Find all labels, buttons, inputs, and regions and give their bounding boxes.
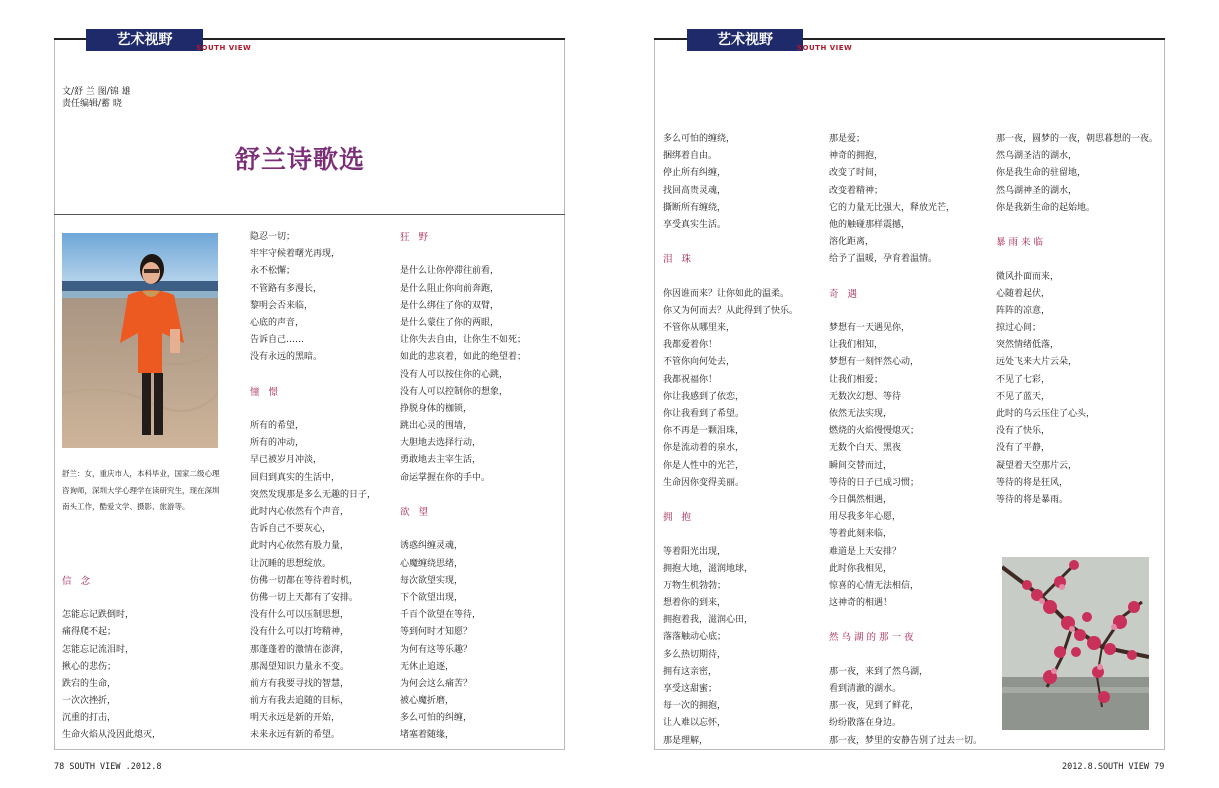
poem-line: 享受这甜蜜； — [663, 684, 718, 694]
poem-line: 微风扑面而来， — [996, 271, 1060, 282]
poem-title: 欲 望 — [400, 507, 432, 518]
poem-line: 掠过心间； — [996, 323, 1042, 334]
line-spacer — [62, 521, 161, 538]
poem-title: 泪 珠 — [663, 254, 695, 266]
poem-line: 一次次挫折， — [62, 696, 117, 707]
poem-line: 如此的悲哀着，如此的绝望着； — [400, 352, 527, 363]
poem-line: 想着你的到来， — [663, 598, 727, 609]
poem-line: 此时内心依然有股力量， — [250, 541, 350, 552]
poem-line: 那蓬蓬着的激情在澎湃， — [250, 644, 350, 655]
poem-line: 你是人性中的光芒， — [663, 460, 745, 471]
poem-line: 那一夜，见到了鲜花， — [829, 701, 920, 712]
poem-line: 无休止追逐， — [400, 661, 455, 672]
poem-line: 是什么绑住了你的双臂， — [400, 300, 500, 311]
poem-line: 勇敢地去主宰生活， — [400, 455, 482, 466]
credits — [62, 86, 131, 110]
poem-line: 诱惑纠缠灵魂， — [400, 541, 464, 552]
poem-line: 梦想有一刻怦然心动， — [829, 357, 920, 368]
poem-line: 多么可怕的纠缠， — [400, 713, 473, 724]
poem-line: 让人难以忘怀， — [663, 718, 727, 729]
section-tab-right: 艺术视野 — [687, 29, 803, 51]
poem-title: 暴雨来临 — [996, 237, 1047, 249]
title-divider — [54, 214, 565, 215]
poem-title: 憧 憬 — [250, 386, 282, 398]
poem-line: 梦想有一天遇见你， — [829, 323, 911, 334]
poem-line: 你因谁而来？让你如此的温柔。 — [663, 288, 790, 299]
poem-line: 不见了蓝天， — [996, 391, 1051, 402]
poem-line: 阵阵的凉意， — [996, 305, 1051, 316]
poem-line: 你是我新生命的起始地。 — [996, 202, 1096, 213]
poem-line: 不管你向何处去， — [663, 357, 736, 368]
line-spacer — [62, 384, 161, 401]
poem-line: 那渴望知识力量永不变。 — [250, 661, 350, 672]
footer-right: 2012.8.SOUTH VIEW 79 — [1062, 762, 1165, 772]
poem-line: 是什么蒙住了你的两眼， — [400, 317, 500, 328]
line-spacer — [829, 269, 982, 286]
poem-line: 我都爱着你！ — [663, 340, 718, 351]
poem-line: 这神奇的相遇！ — [829, 598, 893, 609]
poem-line: 看到清澈的湖水。 — [829, 684, 902, 694]
poem-line: 用尽我多年心愿， — [829, 512, 902, 523]
poem-line: 拥有这亲密， — [663, 666, 718, 677]
poem-line: 命运掌握在你的手中。 — [400, 472, 491, 483]
poem-line: 每一次的拥抱， — [663, 701, 727, 712]
poem-line: 隐忍一切； — [250, 232, 296, 242]
poem-line: 你是流动着的泉水， — [663, 443, 745, 454]
poem-line: 每次欲望实现， — [400, 575, 464, 586]
poem-line: 牢牢守候着曙光再现， — [250, 249, 341, 260]
poem-line: 等到何时才知愿？ — [400, 627, 473, 638]
line-spacer — [62, 435, 161, 452]
poem-line: 那是爱； — [829, 134, 866, 144]
poem-line: 仿佛一切都在等待着时机， — [250, 575, 359, 586]
line-spacer — [62, 538, 161, 555]
poem-line: 没有什么可以压制思想， — [250, 610, 350, 621]
poem-line: 此时内心依然有个声音， — [250, 507, 350, 517]
poem-line: 没有了快乐， — [996, 426, 1051, 437]
line-spacer — [62, 556, 161, 573]
poem-line: 你是我生命的驻留地， — [996, 168, 1087, 179]
line-spacer — [829, 303, 982, 320]
poem-line: 生命火焰从没因此熄灭， — [62, 730, 162, 741]
line-spacer — [400, 521, 526, 538]
poem-line: 你不再是一颗泪珠， — [663, 426, 745, 437]
poem-line: 让我们相爱； — [829, 374, 884, 385]
poem-line: 溶化距离， — [829, 237, 875, 248]
poem-line: 早已被岁月冲淡， — [250, 455, 323, 466]
poem-column — [663, 131, 798, 750]
article-title: 舒兰诗歌选 — [235, 145, 366, 174]
poem-line: 怎能忘记流泪时， — [62, 644, 135, 655]
poem-line: 沉重的打击， — [62, 713, 117, 724]
poem-line: 不管你从哪里来， — [663, 323, 736, 334]
poem-line: 万物生机勃勃； — [663, 580, 727, 591]
line-spacer — [62, 298, 161, 315]
line-spacer — [62, 229, 161, 246]
poem-line: 等着此刻来临， — [829, 529, 893, 540]
line-spacer — [62, 470, 161, 487]
poem-line: 让你失去自由，让你生不如死； — [400, 335, 527, 346]
line-spacer — [62, 263, 161, 280]
poem-line: 痛得爬不起； — [62, 627, 117, 638]
line-spacer — [62, 246, 161, 263]
poem-line: 被心魔折磨， — [400, 696, 455, 707]
line-spacer — [62, 315, 161, 332]
poem-line: 难道是上天安排？ — [829, 546, 902, 557]
poem-line: 无数次幻想、等待 — [829, 391, 902, 402]
poem-line: 告诉自己…… — [250, 335, 305, 346]
line-spacer — [829, 647, 982, 664]
poem-line: 告诉自己不要灰心， — [250, 524, 332, 535]
poem-line: 等待的日子已成习惯； — [829, 477, 920, 488]
poem-line: 此时你我相见， — [829, 563, 893, 574]
line-spacer — [400, 487, 526, 504]
poem-line: 是什么阻止你向前奔跑， — [400, 283, 500, 294]
line-spacer — [62, 401, 161, 418]
poem-line: 大胆地去选择行动， — [400, 438, 482, 449]
poem-line: 心魔缠绕思绪， — [400, 558, 464, 569]
section-tab-left: 艺术视野 — [86, 29, 203, 51]
poem-line: 它的力量无比强大，释放光芒， — [829, 202, 956, 213]
line-spacer — [62, 487, 161, 504]
poem-line: 多么热切期待， — [663, 649, 727, 660]
poem-line: 突然发现那是多么无趣的日子， — [250, 489, 377, 500]
poem-column — [62, 229, 161, 745]
poem-title: 狂 野 — [400, 232, 432, 243]
poem-line: 拥抱着我，滋润心田， — [663, 615, 754, 626]
poem-line: 没有永远的黑暗。 — [250, 352, 323, 363]
poem-line: 撕断所有缠绕， — [663, 202, 727, 213]
line-spacer — [400, 246, 526, 263]
poem-line: 黎明会否来临， — [250, 300, 314, 311]
poem-line: 永不松懈； — [250, 266, 296, 277]
line-spacer — [62, 452, 161, 469]
poem-line: 依然无法实现， — [829, 409, 893, 419]
poem-line: 那一夜，圆梦的一夜，朝思暮想的一夜。 — [996, 134, 1159, 144]
poem-line: 你让我看到了希望。 — [663, 409, 745, 419]
line-spacer — [996, 251, 1158, 268]
poem-line: 你又为何而去？从此得到了快乐。 — [663, 305, 799, 316]
poem-line: 神奇的拥抱， — [829, 151, 884, 162]
poem-line: 落落触动心底； — [663, 632, 727, 643]
poem-line: 没有人可以控制你的想象， — [400, 386, 509, 397]
line-spacer — [663, 492, 798, 509]
poem-line: 此时的乌云压住了心头， — [996, 409, 1096, 419]
poem-line: 那一夜，梦里的安静告别了过去一切。 — [829, 735, 983, 746]
poem-line: 没有什么可以打垮精神， — [250, 627, 350, 638]
poem-line: 回归到真实的生活中， — [250, 472, 341, 483]
line-spacer — [62, 590, 161, 607]
poem-line: 不见了七彩， — [996, 374, 1051, 385]
poem-line: 那是理解， — [663, 735, 709, 746]
poem-line: 跌宕的生命， — [62, 678, 117, 689]
poem-line: 那一夜，来到了然乌湖， — [829, 666, 929, 677]
credits-line: 责任编辑/蓄 晓 — [62, 99, 122, 109]
poem-title: 奇 遇 — [829, 288, 861, 300]
line-spacer — [62, 367, 161, 384]
poem-line: 跳出心灵的围墙， — [400, 421, 473, 432]
poem-line: 生命因你变得美丽。 — [663, 477, 745, 488]
poem-line: 揪心的悲伤； — [62, 661, 117, 672]
poem-line: 找回高贵灵魂， — [663, 185, 727, 196]
poem-line: 无数个白天、黑夜 — [829, 443, 902, 454]
poem-title: 然乌湖的那一夜 — [829, 632, 917, 644]
poem-line: 改变了时间， — [829, 168, 884, 179]
poem-line: 今日偶然相遇， — [829, 494, 893, 505]
poem-line: 燃烧的火焰慢慢熄灭； — [829, 426, 920, 437]
poem-line: 惊喜的心情无法相信， — [829, 580, 920, 591]
poem-line: 多么可怕的缠绕， — [663, 134, 736, 144]
poem-line: 没有人可以按住你的心跳， — [400, 369, 509, 380]
poem-line: 瞬间交替而过， — [829, 460, 893, 471]
credits-line: 文/舒 兰 图/锦 雄 — [62, 87, 131, 97]
poem-line: 没有了平静， — [996, 443, 1051, 454]
line-spacer — [829, 612, 982, 629]
poem-line: 仿佛一切上天都有了安排。 — [250, 592, 359, 603]
poem-line: 改变着精神； — [829, 185, 884, 196]
author-caption: 舒兰：女，重庆市人，本科毕业，国家二级心理咨询师，深圳大学心理学在读研究生，现在深圳南头工作，酷爱文学、摄影、旅游等。 — [62, 469, 220, 511]
poem-line: 你让我感到了依恋， — [663, 391, 745, 402]
poem-line: 是什么让你停滞往前看， — [400, 266, 500, 277]
poem-column — [829, 131, 982, 750]
poem-line: 心底的声音， — [250, 317, 305, 328]
poem-line: 等待的将是暴雨。 — [996, 494, 1069, 505]
poem-line: 让沉睡的思想绽放。 — [250, 558, 332, 569]
line-spacer — [250, 401, 376, 418]
poem-line: 等着阳光出现， — [663, 546, 727, 557]
poem-line: 千百个欲望在等待， — [400, 610, 482, 621]
line-spacer — [62, 418, 161, 435]
poem-line: 凝望着天空那片云， — [996, 460, 1078, 471]
poem-line: 给予了温暖，孕育着温情。 — [829, 254, 938, 265]
poem-line: 所有的冲动， — [250, 438, 305, 449]
magazine-label-left: SOUTH VIEW — [196, 44, 252, 52]
magazine-label-right: SOUTH VIEW — [797, 44, 853, 52]
poem-line: 为何有这等乐趣？ — [400, 644, 473, 655]
line-spacer — [62, 504, 161, 521]
line-spacer — [62, 332, 161, 349]
poem-line: 让我们相知， — [829, 340, 884, 351]
poem-line: 未来永远有新的希望。 — [250, 730, 341, 741]
poem-column — [400, 229, 526, 745]
poem-line: 心随着起伏， — [996, 288, 1051, 299]
line-spacer — [62, 281, 161, 298]
poem-line: 前方有我要寻找的智慧， — [250, 678, 350, 689]
poem-line: 纷纷散落在身边。 — [829, 718, 902, 729]
poem-line: 捆绑着自由。 — [663, 151, 718, 162]
poem-column — [250, 229, 376, 745]
poem-line: 堵塞着随缘， — [400, 730, 455, 741]
poem-line: 然乌湖神圣的湖水， — [996, 185, 1078, 196]
poem-line: 所有的希望， — [250, 421, 305, 432]
poem-line: 我都祝福你！ — [663, 374, 718, 385]
poem-line: 享受真实生活。 — [663, 219, 727, 230]
poem-title: 拥 抱 — [663, 512, 695, 524]
line-spacer — [663, 234, 798, 251]
line-spacer — [62, 349, 161, 366]
poem-line: 不管路有多漫长， — [250, 283, 323, 294]
poem-line: 远处飞来大片云朵， — [996, 357, 1078, 368]
line-spacer — [250, 367, 376, 384]
poem-line: 他的触碰那样震撼， — [829, 219, 911, 230]
poem-line: 拥抱大地，滋润地球， — [663, 563, 754, 574]
poem-line: 突然情绪低落， — [996, 340, 1060, 351]
poem-line: 然乌湖圣洁的湖水， — [996, 151, 1078, 162]
line-spacer — [663, 526, 798, 543]
poem-title: 信 念 — [62, 575, 94, 587]
line-spacer — [663, 269, 798, 286]
poem-line: 怎能忘记跌倒时， — [62, 610, 135, 621]
poem-line: 挣脱身体的枷锁， — [400, 403, 473, 414]
poem-line: 下个欲望出现， — [400, 592, 464, 603]
footer-left: 78 SOUTH VIEW .2012.8 — [54, 762, 162, 772]
poem-column — [996, 131, 1158, 509]
poem-line: 明天永远是新的开始， — [250, 713, 341, 724]
poem-line: 等待的将是狂风， — [996, 477, 1069, 488]
poem-line: 为何会这么痛苦？ — [400, 678, 473, 689]
line-spacer — [996, 217, 1158, 234]
poem-line: 停止所有纠缠， — [663, 168, 727, 179]
poem-line: 前方有我去追随的目标， — [250, 696, 350, 707]
plum-blossom-photo — [1002, 557, 1149, 730]
